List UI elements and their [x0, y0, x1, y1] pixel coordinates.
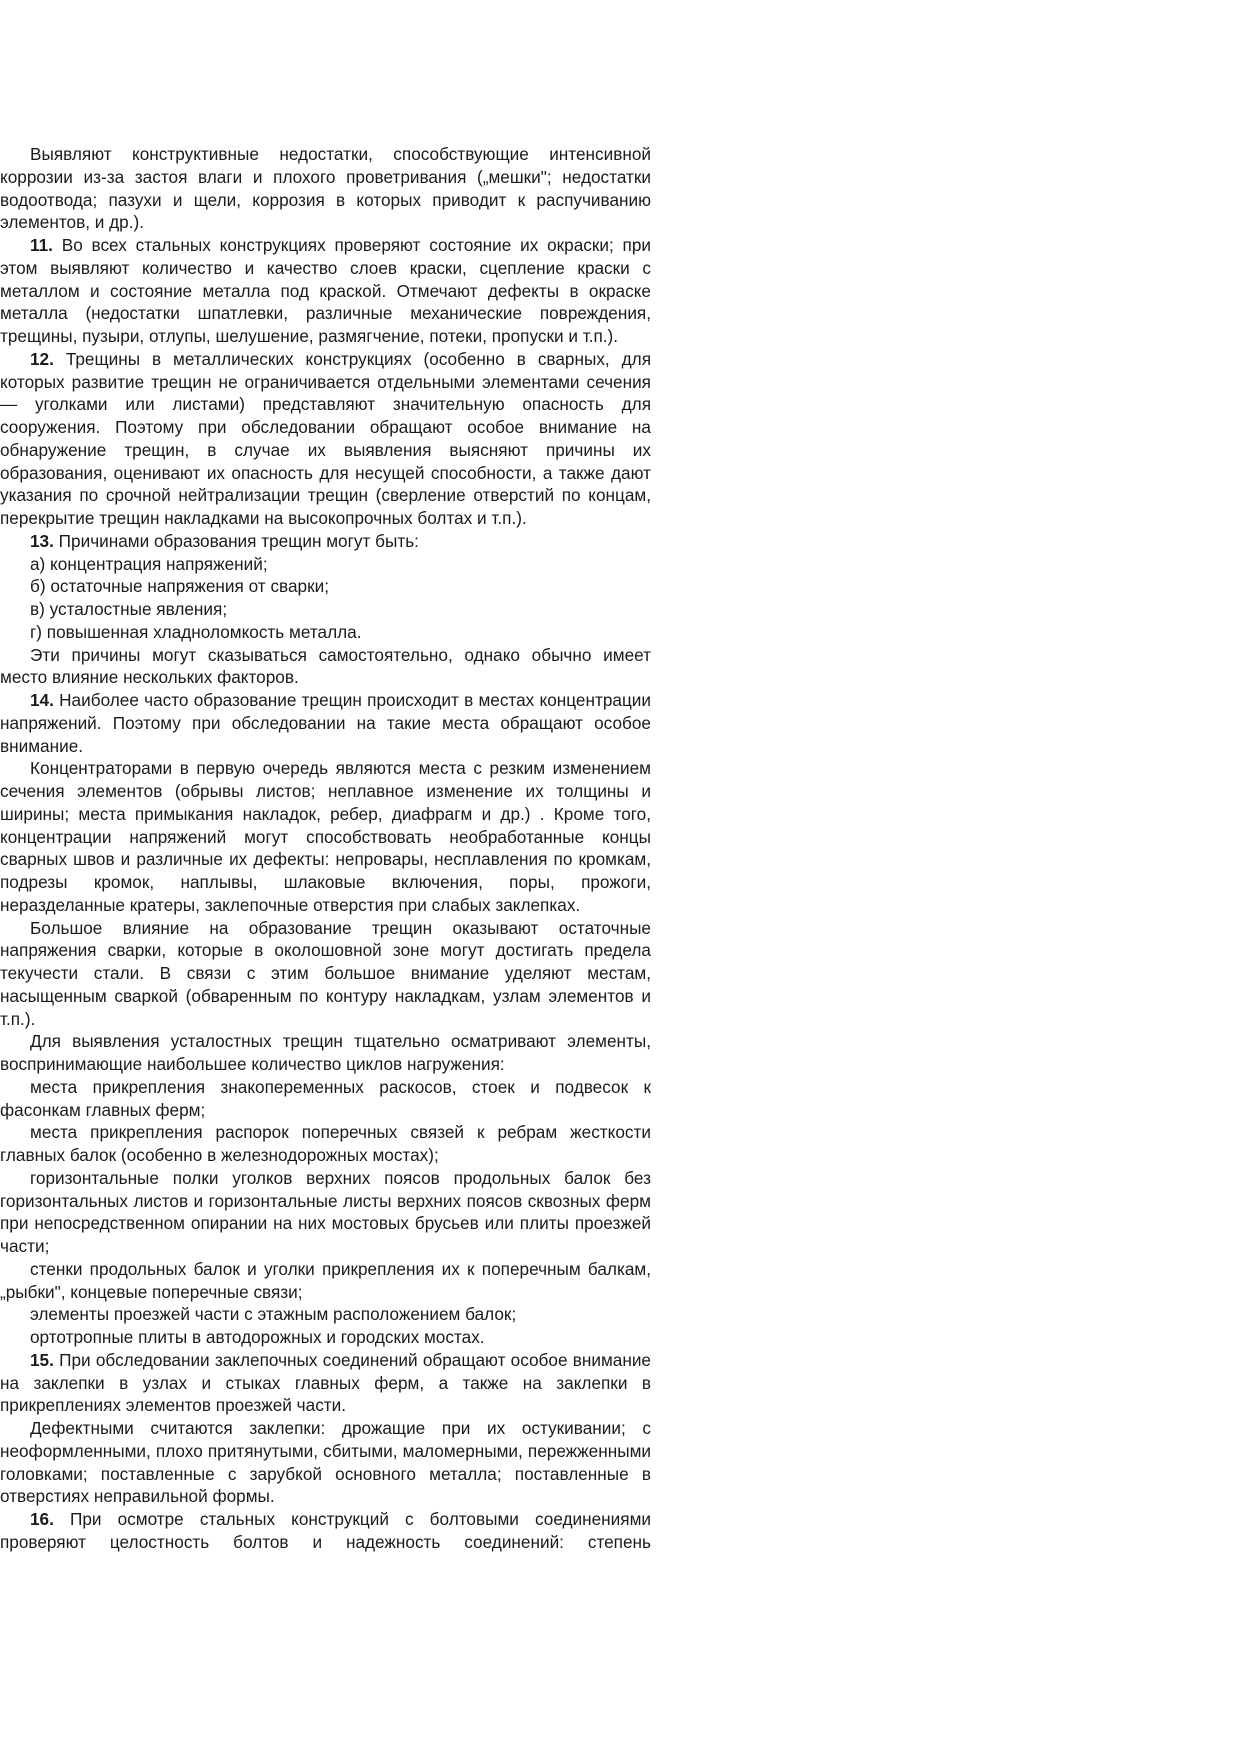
paragraph-13 — [0, 530, 651, 553]
paragraph-text: Во всех стальных конструкциях проверяют состояние их окраски; при этом выявляют количество и качество слоев краски, сцепление краски с металлом и состояние металла под краской. Отмечают дефекты в окраске металла (недостатки шпатлевки, различные механические повреждения, трещины, пузыри, отлупы, шелушение, размягчение, потеки, пропуски и т.п.). — [0, 235, 651, 346]
paragraph-concentrators: Концентраторами в первую очередь являются места с резким изменением сечения элементов (обрывы листов; неплавное изменение их толщины и ширины; места примыкания накладок, ребер, диафрагм и др.) . Кроме того, концентрации напряжений могут способствовать необработанные концы сварных швов и различные их дефекты: непровары, несплавления по кромкам, подрезы кромок, наплывы, шлаковые включения, поры, прожоги, неразделанные кратеры, заклепочные отверстия при слабых заклепках. — [0, 758, 651, 915]
fatigue-item-5: элементы проезжей части с этажным расположением балок; — [30, 1304, 517, 1325]
paragraph-causes-combined: Эти причины могут сказываться самостоятельно, однако обычно имеет место влияние нескольких факторов. — [0, 644, 651, 688]
item-number: 16. — [30, 1509, 54, 1529]
paragraph-text: Наиболее часто образование трещин происходит в местах концентрации напряжений. Поэтому при обследовании на такие места обращают особое внимание. — [0, 690, 651, 756]
paragraph-fatigue-cracks: Для выявления усталостных трещин тщательно осматривают элементы, воспринимающие наибольшее количество циклов нагружения: — [0, 1031, 651, 1074]
fatigue-item-1: места прикрепления знакопеременных раскосов, стоек и подвесок к фасонкам главных ферм; — [0, 1076, 651, 1120]
fatigue-item-2: места прикрепления распорок поперечных связей к ребрам жесткости главных балок (особенно в железнодорожных мостах); — [0, 1122, 651, 1165]
paragraph-rivet-defects: Дефектными считаются заклепки: дрожащие при их остукивании; с неоформленными, плохо притянутыми, сбитыми, маломерными, пережженными головками; поставленные с зарубкой основного металла; поставленные в отверстиях неправильной формы. — [0, 1418, 651, 1507]
paragraph-text: Трещины в металлических конструкциях (особенно в сварных, для которых развитие трещин не ограничивается отдельными элементами сечения — уголками или листами) представляют значительную опасность для сооружения. Поэтому при обследовании обращают особое внимание на обнаружение трещин, в случае их выявления выясняют причины их образования, оценивают их опасность для несущей способности, а также дают указания по срочной нейтрализации трещин (сверление отверстий по концам, перекрытие трещин накладками на высокопрочных болтах и т.п.). — [0, 348, 651, 528]
list-item-a: а) концентрация напряжений; — [30, 553, 268, 574]
fatigue-item-3: горизонтальные полки уголков верхних поясов продольных балок без горизонтальных листов и горизонтальные листы верхних поясов сквозных ферм при непосредственном опирании на них мостовых брусьев или плиты проезжей части; — [0, 1167, 651, 1256]
paragraph-text: Причинами образования трещин могут быть: — [53, 530, 419, 551]
list-item-g: г) повышенная хладноломкость металла. — [30, 621, 362, 642]
paragraph-11 — [0, 234, 651, 348]
paragraph-14 — [0, 689, 651, 757]
paragraph-corrosion-defects — [0, 143, 651, 234]
item-number: 13. — [30, 530, 54, 551]
list-item-b: б) остаточные напряжения от сварки; — [30, 576, 329, 597]
item-number: 12. — [30, 348, 54, 369]
item-number: 15. — [30, 1349, 54, 1370]
paragraph-12 — [0, 348, 651, 530]
document-page — [0, 143, 651, 1554]
paragraph-text: Выявляют конструктивные недостатки, способствующие интенсивной коррозии из-за застоя влаги и плохого проветривания („мешки"; недостатки водоотвода; пазухи и щели, коррозия в которых приводит к распучиванию элементов, и др.). — [0, 144, 651, 233]
item-number: 11. — [30, 235, 53, 255]
list-item-v: в) усталостные явления; — [30, 599, 228, 619]
paragraph-text: При осмотре стальных конструкций с болтовыми соединениями проверяют целостность болтов и надежность соединений: степень — [0, 1509, 651, 1552]
fatigue-item-4: стенки продольных балок и уголки прикрепления их к поперечным балкам, „рыбки", концевые поперечные связи; — [0, 1258, 651, 1302]
paragraph-text: При обследовании заклепочных соединений обращают особое внимание на заклепки в узлах и стыках главных ферм, а также на заклепки в прикреплениях элементов проезжей части. — [0, 1349, 651, 1416]
fatigue-item-6: ортотропные плиты в автодорожных и городских мостах. — [30, 1327, 485, 1347]
item-number: 14. — [30, 690, 54, 710]
paragraph-15 — [0, 1349, 651, 1417]
paragraph-16 — [0, 1508, 651, 1554]
paragraph-residual-stress: Большое влияние на образование трещин оказывают остаточные напряжения сварки, которые в околошовной зоне могут достигать предела текучести стали. В связи с этим большое внимание уделяют местам, насыщенным сваркой (обваренным по контуру накладкам, узлам элементов и т.п.). — [0, 917, 651, 1029]
